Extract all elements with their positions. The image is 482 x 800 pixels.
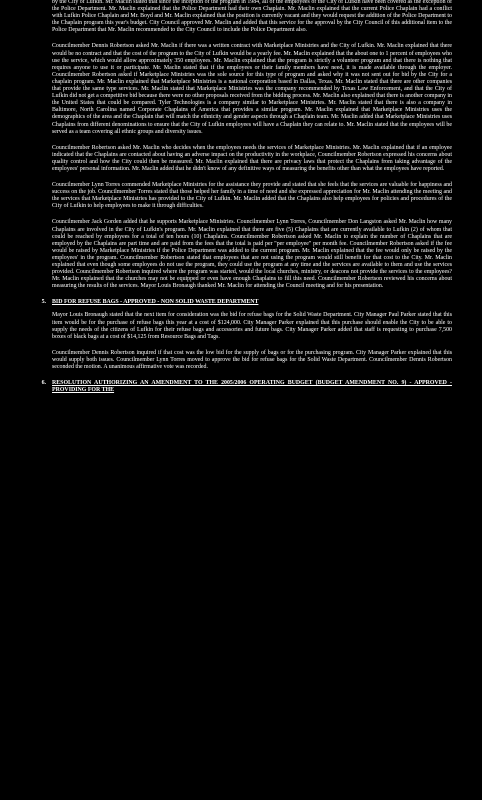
item5-paragraph-2: Councilmember Dennis Robertson inquired if that cost was the low bid for the supply of bags or for the purchasing program. City Manager Parker explained that this would supply both issues. Councilmember Lynn Torres moved to approve the bid for refuse bags for the Solid Waste Department. Councilmember Dennis Robertson seconded the motion. A unanimous affirmative vote was recorded. <box>52 349 452 371</box>
agenda-item-5 <box>30 299 452 306</box>
paragraph-5: Councilmember Jack Gorden added that he supports Marketplace Ministries. Councilmember Lynn Torres, Councilmember Don Langston asked Mr. Maclin how many Chaplains are involved in the City of Lufkin's program. Mr. Maclin explained that there are five (5) Chaplains that are currently available to Lufkin (2) of whom that could be reached by employees for a total of ten hours (10) Chaplains. Councilmember Robertson asked Mr. Maclin to explain the number of Chaplains that are employed by the Chaplains are part time and are paid from the fees that the total is paid per "per employee" per month fee. Councilmember Robertson asked if the fee would be raised by Marketplace Ministries if the Police Department was added to the current program. Mr. Maclin explained that the fee would only be raised by the employees' in the program. Councilmember Robertson stated that employees that are not using the program would still benefit for that cost to the City. Mr. Maclin explained that even though some employees do not use the program, they could use the program at any time and the services are available to them and use the services provided. Councilmember Robertson inquired where the program was started, would the local churches, ministry, or deacons not provide the services to the employees? Mr. Maclin explained that the churches may not be equipped or even have enough Chaplains to fill this need. Councilmember Robertson reviewed his concerns about measuring the results of the services. Mayor Louis Bronaugh thanked Mr. Maclin for attending the Council meeting and for his presentation. <box>52 219 452 290</box>
item5-paragraph-1: Mayor Louis Bronaugh stated that the next item for consideration was the bid for refuse bags for the Solid Waste Department. City Manager Paul Parker stated that this item would be for the purchase of refuse bags this year at a cost of $124,000. City Manager Parker explained that this purchase should enable the City to be able to supply the needs of the citizens of Lufkin for their refuse bags and accessories and future bags. City Manager Parker added that staff is requesting to purchase 7,500 boxes of black bags at a cost of $14,125 from Resource Bags and Tags. <box>52 312 452 340</box>
agenda-item-6-number: 6. <box>41 380 46 387</box>
paragraph-2: Councilmember Dennis Robertson asked Mr. Maclin if there was a written contract with Marketplace Ministries and the City of Lufkin. Mr. Maclin explained that there would be no contract and that the cost of the program to the City of Lufkin would be a yearly fee. Mr. Maclin explained that the about one to 1 percent of employees who use the service, which would allow approximately 350 employees. Mr. Maclin explained that the program is strictly a volunteer program and that there is nothing that requires anyone to use it or participate. Mr. Maclin stated that if the employees or their family members have need, it is made available through the employer. Councilmember Robertson asked if Marketplace Ministries was the sole source for this type of program and asked why it was not sent out for bid by the City for a chaplain program. Mr. Maclin explained that Marketplace Ministries is a national corporation based in Dallas, Texas. Mr. Maclin stated that there are other companies that provide the same type services. Mr. Maclin stated that Marketplace Ministries was the company recommended by Texas Law Enforcement, and that the City of Lufkin did not get a competitive bid because there were no other proposals received from the bidding process. Mr. Maclin also explained that there is another company in the United States that could be compared. Tyler Technologies is a company similar to Marketplace Ministries. Mr. Maclin stated that there is also a company in Baltimore, North Carolina named Corporate Chaplains of America that provides a similar program. Mr. Maclin explained that Marketplace Ministries uses the demographics of the area and the Chaplain that will match the ethnicity and gender aspects through a Chaplain team. Mr. Maclin added that Marketplace Ministries uses Chaplains from different denominations to ensure that the City of Lufkin employees will have a Chaplain they can relate to. Mr. Maclin stated that the employees will be served as a team covering all ethnic groups and diversity issues. <box>52 43 452 135</box>
paragraph-3: Councilmember Robertson asked Mr. Maclin who decides when the employees needs the services of Marketplace Ministries. Mr. Maclin explained that if an employee indicated that the Chaplains are contacted about having an adverse impact on the productivity in the workplace, Councilmember Robertson expressed his concerns about quality control and how the City could then be measured. Mr. Maclin explained that there are privacy laws that protect the Chaplains from taking advantage of the employees' personal information. Mr. Maclin added that he didn't know of any definitive ways of measuring the benefits other than what the employees have reported. <box>52 144 452 172</box>
paragraph-4: Councilmember Lynn Torres commended Marketplace Ministries for the assistance they provide and stated that she feels that the services are valuable for happiness and success on the job. Councilmember Torres stated that those helped her family in a time of need and she expressed appreciation for Mr. Maclin attending the meeting and the services that Marketplace Ministries has provided to the City of Lufkin. Mr. Maclin added that the Chaplains also help employees for policies and procedures of the City of Lufkin to help employees to make it through difficulties. <box>52 182 452 210</box>
agenda-item-6 <box>30 380 452 394</box>
paragraph-1: by the City of Lufkin. Mr. Maclin stated that since the inception of the program in 1984, all of the employees of the City of Lufkin have been covered as the exception of the Police Department. Mr. Maclin explained that the Police Department had their own Chaplain. Mr. Maclin explained that the current Police Chaplain had a conflict with Lufkin Police Chaplain and Mr. Boyd and Mr. Maclin explained that the position is currently vacant and they would request the addition of the Police Department to the Chaplain program this year's budget. City Council approved Mr. Maclin and added that this service for the approval by the City Council of this additional item to the Police Department that Mr. Maclin recommended to the City Council to include the Police Department also. <box>52 0 452 34</box>
agenda-item-5-number: 5. <box>41 299 46 306</box>
agenda-item-5-title: BID FOR REFUSE BAGS - APPROVED - NON SOLID WASTE DEPARTMENT <box>52 299 259 306</box>
document-page <box>41 0 452 800</box>
agenda-item-6-title: RESOLUTION AUTHORIZING AN AMENDMENT TO THE 2005/2006 OPERATING BUDGET (BUDGET AMENDMENT NO. 9) - APPROVED - PROVIDING FOR THE <box>52 380 452 394</box>
